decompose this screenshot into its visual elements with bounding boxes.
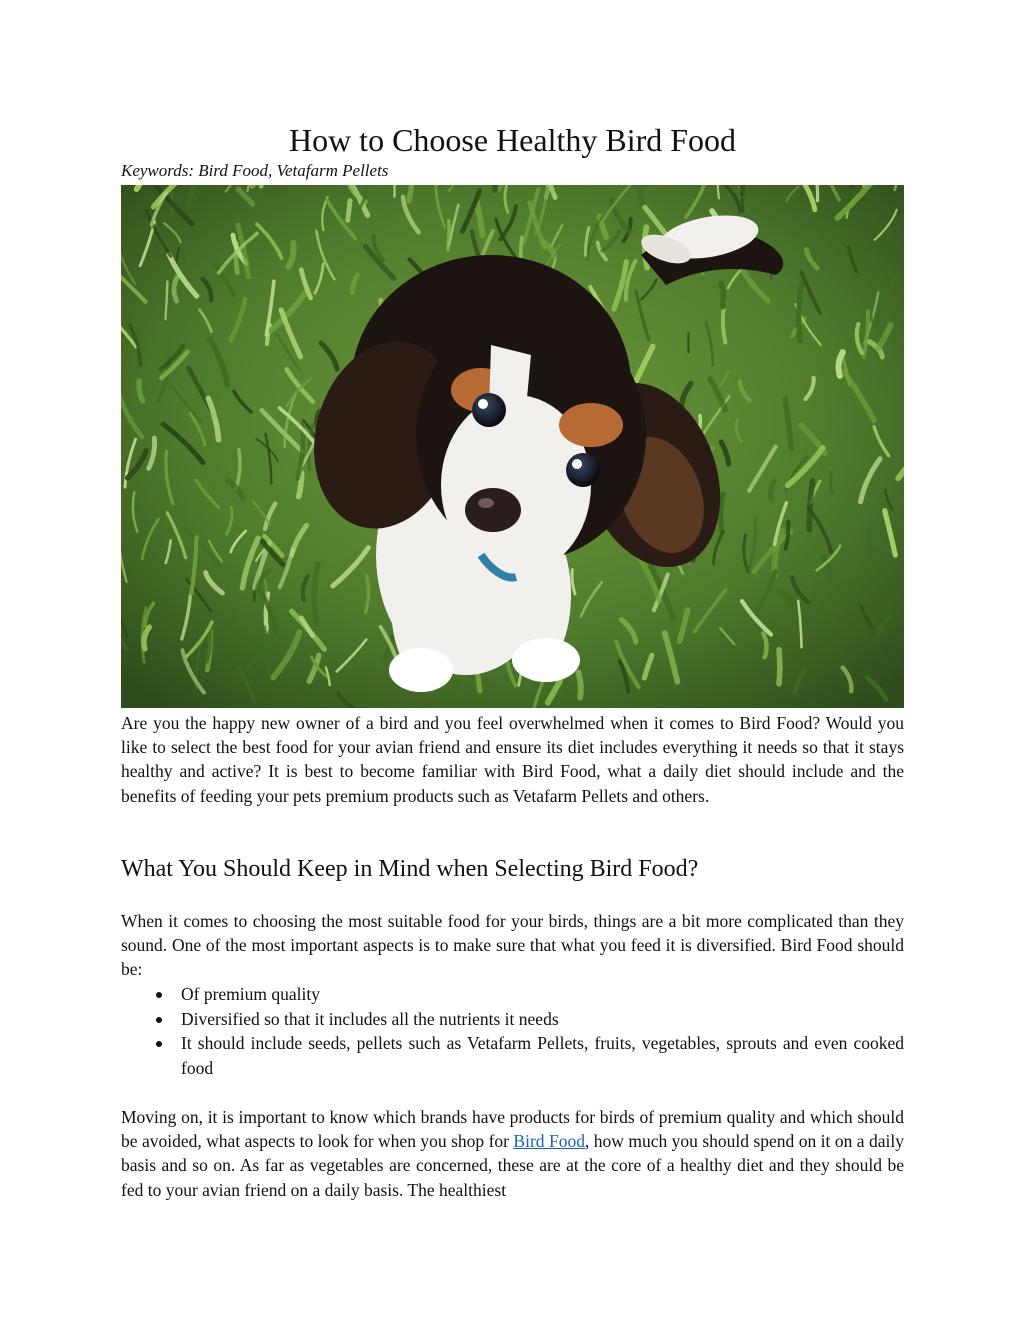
puppy-in-grass-image [121,185,904,708]
bullet-icon [156,1017,162,1023]
section-heading: What You Should Keep in Mind when Selecting Bird Food? [121,856,699,882]
bullet-icon [156,992,162,998]
puppy-photo [121,185,904,708]
closing-paragraph [121,1105,904,1202]
bird-food-requirements-list [121,982,904,1080]
bullet-icon [156,1041,162,1047]
list-item-text: Diversified so that it includes all the nutrients it needs [181,1008,559,1029]
closing-text-start: Moving on, it is important to know which brands have products for birds of premium quality and which should be avoided, what aspects to look for when you shop for [121,1107,904,1152]
section-paragraph: When it comes to choosing the most suitable food for your birds, things are a bit more complicated than they sound. One of the most important aspects is to make sure that what you feed it is diversified. Bird Food should be: [121,911,904,980]
bird-food-link[interactable]: Bird Food [513,1131,585,1152]
intro-paragraph: Are you the happy new owner of a bird and you feel overwhelmed when it comes to Bird Food? Would you like to select the best food for your avian friend and ensure its diet includes everything it needs so that it stays healthy and active? It is best to become familiar with Bird Food, what a daily diet should include and the benefits of feeding your pets premium products such as Vetafarm Pellets and others. [121,713,904,806]
list-item [121,1007,904,1032]
list-item-text: It should include seeds, pellets such as Vetafarm Pellets, fruits, vegetables, sprouts and even cooked food [181,1033,904,1078]
list-item [121,1031,904,1080]
keywords-line: Keywords: Bird Food, Vetafarm Pellets [121,161,389,180]
document-title: How to Choose Healthy Bird Food [288,122,737,158]
list-item-text: Of premium quality [181,984,321,1004]
closing-text-end: , how much you should spend on it on a daily basis and so on. As far as vegetables are concerned, these are at the core of a healthy diet and they should be fed to your avian friend on a daily basis. The healthiest [121,1131,904,1200]
list-item [121,982,904,1007]
